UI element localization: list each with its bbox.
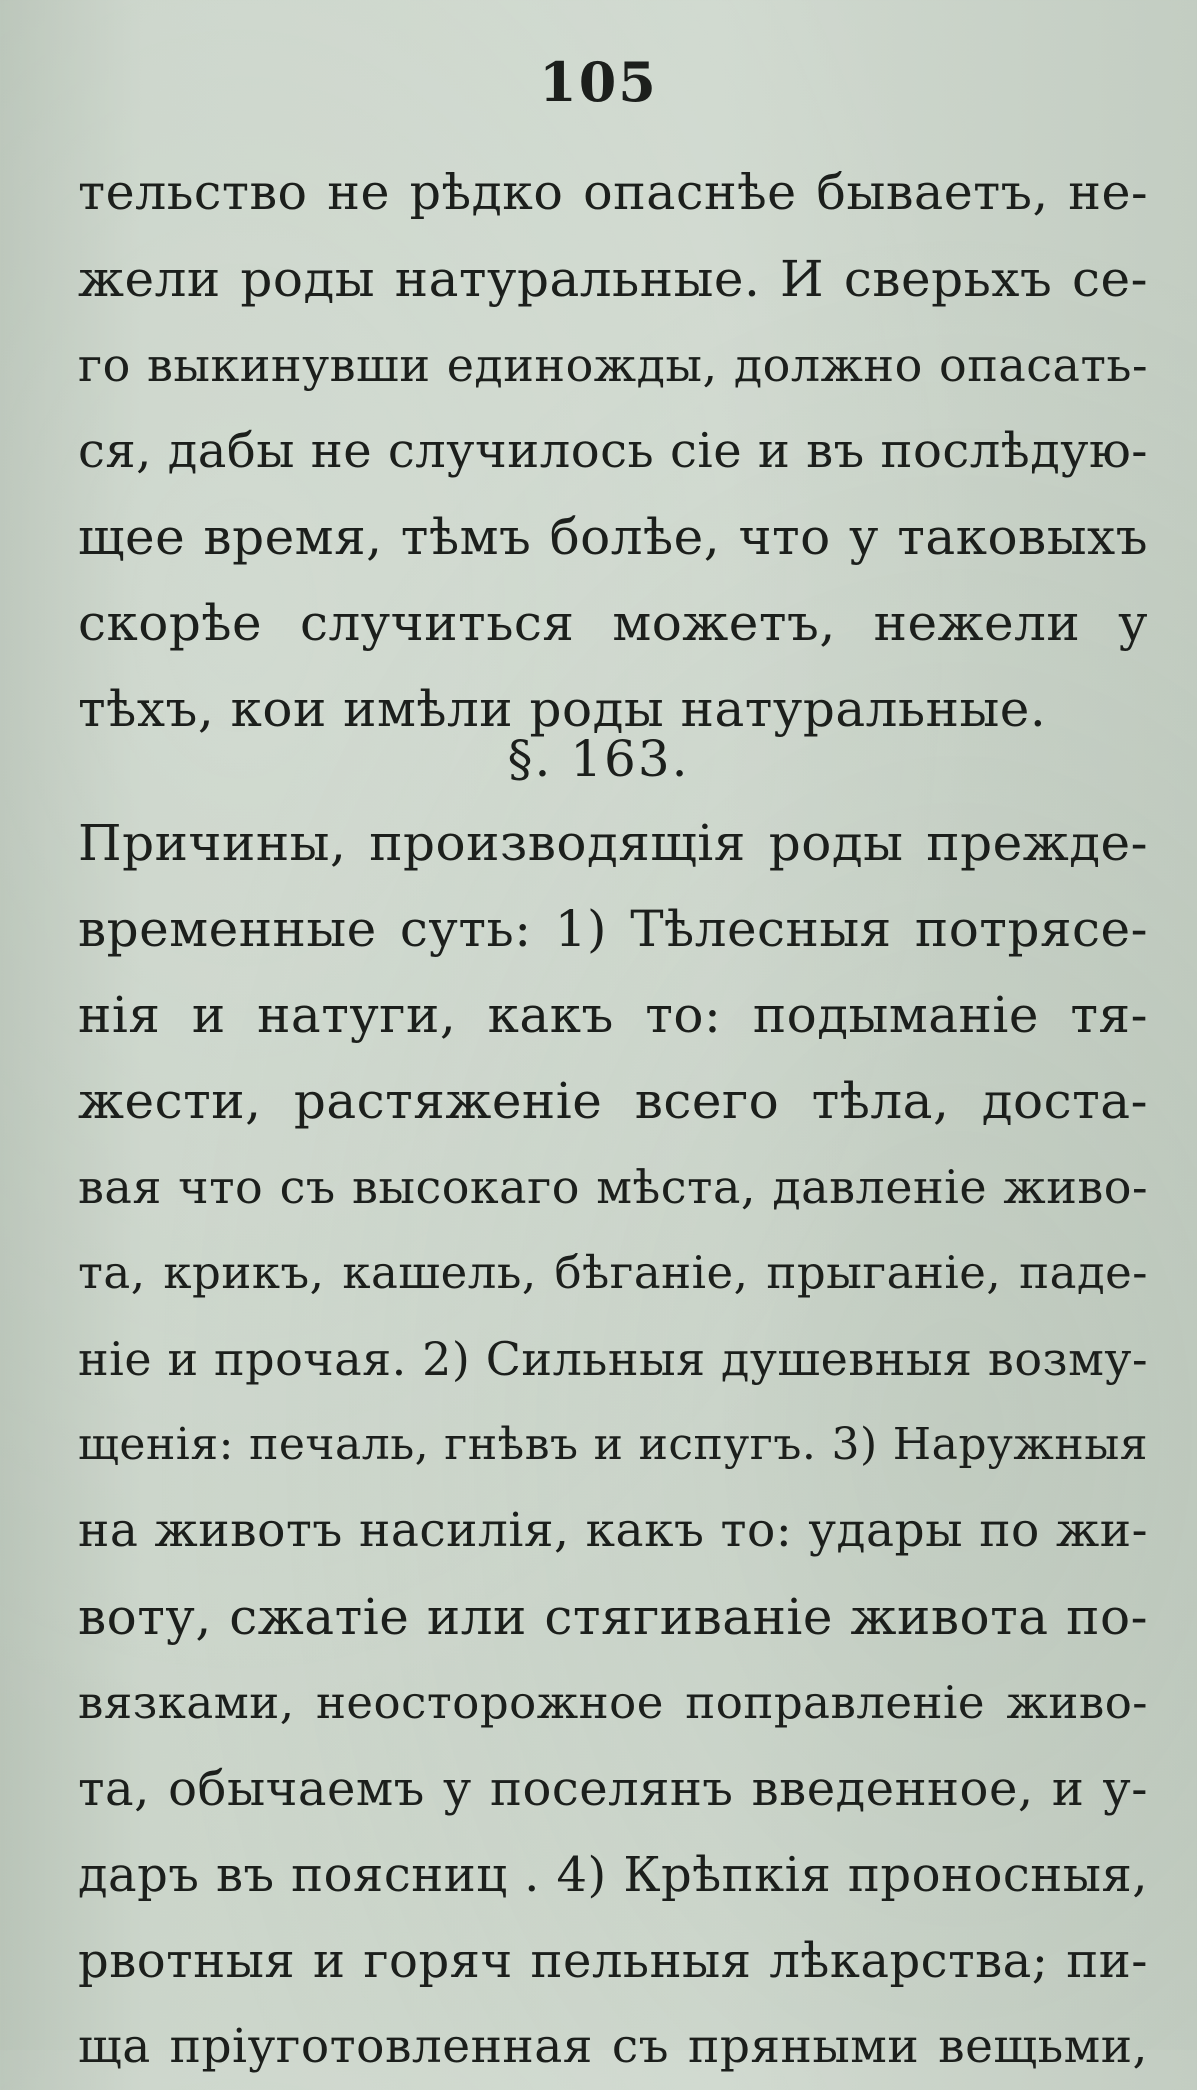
text-line: ща пріуготовленная съ пряными вещьми,	[78, 2019, 1148, 2074]
text-line: скорѣе случиться можетъ, нежели у	[78, 594, 1148, 652]
text-line: на животъ насилія, какъ то: удары по жи-	[78, 1503, 1148, 1558]
text-line: Причины, производящія роды прежде-	[78, 814, 1148, 872]
text-line: воту, сжатіе или стягиваніе живота по-	[78, 1588, 1148, 1646]
text-line: жели роды натуральные. И сверьхъ се-	[78, 250, 1148, 308]
text-line: жести, растяженіе всего тѣла, доста-	[78, 1072, 1148, 1130]
text-line: нія и натуги, какъ то: подыманіе тя-	[78, 986, 1148, 1044]
text-line: та, обычаемъ у поселянъ введенное, и у-	[78, 1761, 1148, 1817]
text-line: даръ въ поясниц . 4) Крѣпкія проносныя,	[78, 1847, 1148, 1903]
paragraph-causes	[78, 800, 1148, 2090]
text-line: вязками, неосторожное поправленіе живо-	[78, 1676, 1148, 1729]
text-line: щее время, тѣмъ болѣе, что у таковыхъ	[78, 508, 1148, 566]
text-line: ся, дабы не случилось сіе и въ послѣдую-	[78, 423, 1148, 479]
text-line: го выкинувши единожды, должно опасать-	[78, 338, 1148, 392]
text-line: ніе и прочая. 2) Сильныя душевныя возму-	[78, 1332, 1148, 1386]
text-line: вая что съ высокаго мѣста, давленіе живо-	[78, 1160, 1148, 1214]
paragraph-continuation	[78, 150, 1148, 752]
text-line: та, крикъ, кашель, бѣганіе, прыганіе, паде-	[78, 1246, 1148, 1299]
text-line: временные суть: 1) Тѣлесныя потрясе-	[78, 900, 1148, 958]
section-heading: §. 163.	[507, 730, 690, 788]
text-line: щенія: печаль, гнѣвъ и испугъ. 3) Наружныя	[78, 1419, 1148, 1470]
text-line: рвотныя и горяч пельныя лѣкарства; пи-	[78, 1933, 1148, 1989]
text-line: тельство не рѣдко опаснѣе бываетъ, не-	[78, 164, 1148, 221]
page-number: 105	[539, 50, 658, 114]
text-line: тѣхъ, кои имѣли роды натуральные.	[78, 680, 1047, 738]
